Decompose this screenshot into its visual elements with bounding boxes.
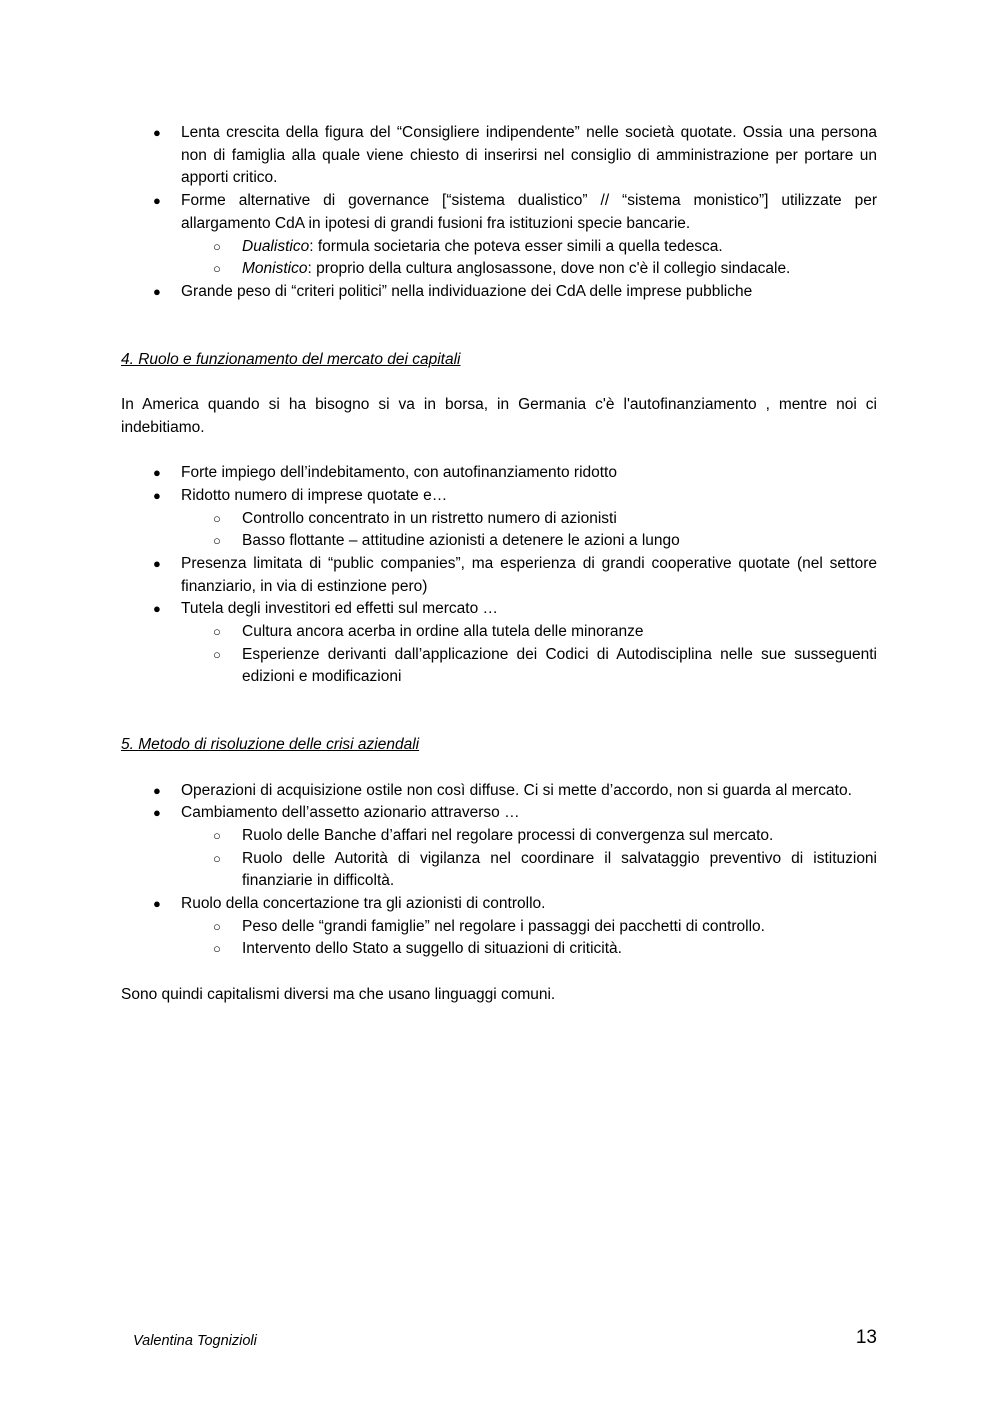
list-item-text: Presenza limitata di “public companies”, ma esperienza di grandi cooperative quotate (nel settore finanziario, in via di estinzione pero) [181,554,877,595]
list-item [121,780,877,803]
sub-list [181,508,877,553]
circle-bullet-icon: ○ [213,827,221,843]
circle-bullet-icon: ○ [213,941,221,957]
sub-list-item [181,621,877,644]
list-item [121,462,877,485]
section4-intro: In America quando si ha bisogno si va in borsa, in Germania c'è l'autofinanziamento , mentre noi ci indebitiamo. [121,396,877,436]
sub-item-text: : proprio della cultura anglosassone, dove non c'è il collegio sindacale. [307,260,791,278]
section5-title: 5. Metodo di risoluzione delle crisi aziendali [121,736,420,754]
bullet-icon: ● [153,805,161,821]
sub-item-text: Esperienze derivanti dall’applicazione dei Codici di Autodisciplina nelle sue susseguenti edizioni e modificazioni [242,645,877,686]
bullet-icon: ● [153,193,161,209]
section3-list [121,122,877,304]
section4-list [121,462,877,689]
sub-list-item [181,848,877,893]
list-item [121,802,877,893]
term-dualistico: Dualistico [242,237,310,255]
list-item [121,281,877,304]
sub-item-text: Controllo concentrato in un ristretto numero di azionisti [242,509,617,527]
list-item-text: Ruolo della concertazione tra gli azionisti di controllo. [181,895,546,913]
sub-item-text: Ruolo delle Autorità di vigilanza nel coordinare il salvataggio preventivo di istituzioni finanziarie in difficoltà. [242,849,877,890]
list-item-text: Ridotto numero di imprese quotate e… [181,486,448,504]
circle-bullet-icon: ○ [213,646,221,662]
bullet-icon: ● [153,601,161,617]
list-item [121,598,877,689]
circle-bullet-icon: ○ [213,624,221,640]
bullet-icon: ● [153,555,161,571]
list-item [121,190,877,281]
sub-list [181,916,877,961]
sub-list-item [181,938,877,961]
page-content [121,122,877,1007]
list-item-text: Operazioni di acquisizione ostile non così diffuse. Ci si mette d’accordo, non si guarda al mercato. [181,781,852,799]
circle-bullet-icon: ○ [213,238,221,254]
sub-list [181,236,877,281]
sub-list-item [181,258,877,281]
bullet-icon: ● [153,896,161,912]
footer-author: Valentina Tognizioli [133,1333,257,1349]
list-item [121,485,877,553]
sub-list-item [181,825,877,848]
sub-list-item [181,530,877,553]
sub-list-item [181,236,877,259]
section4-title: 4. Ruolo e funzionamento del mercato dei capitali [121,350,461,368]
list-item-text: Tutela degli investitori ed effetti sul mercato … [181,600,499,618]
circle-bullet-icon: ○ [213,918,221,934]
section5-list [121,780,877,962]
sub-item-text: Ruolo delle Banche d’affari nel regolare processi di convergenza sul mercato. [242,826,774,844]
sub-list-item [181,508,877,531]
sub-list-item [181,644,877,689]
list-item-text: Lenta crescita della figura del “Consigliere indipendente” nelle società quotate. Ossia una persona non di famiglia alla quale viene chiesto di inserirsi nel consiglio di amministrazione per portare un apporti critico. [181,124,877,187]
list-item [121,553,877,598]
sub-item-text: Cultura ancora acerba in ordine alla tutela delle minoranze [242,623,644,641]
circle-bullet-icon: ○ [213,510,221,526]
sub-list-item [181,916,877,939]
bullet-icon: ● [153,465,161,481]
sub-item-text: Basso flottante – attitudine azionisti a detenere le azioni a lungo [242,532,680,550]
sub-item-text: : formula societaria che poteva esser simili a quella tedesca. [309,237,723,255]
bullet-icon: ● [153,782,161,798]
bullet-icon: ● [153,125,161,140]
list-item [121,122,877,190]
sub-list [181,621,877,689]
conclusion-paragraph: Sono quindi capitalismi diversi ma che usano linguaggi comuni. [121,985,556,1003]
list-item-text: Cambiamento dell’assetto azionario attraverso … [181,804,520,822]
term-monistico: Monistico [242,260,308,278]
list-item-text: Grande peso di “criteri politici” nella individuazione dei CdA delle imprese pubbliche [181,282,753,300]
sub-item-text: Peso delle “grandi famiglie” nel regolare i passaggi dei pacchetti di controllo. [242,917,765,935]
page-number: 13 [855,1327,877,1348]
circle-bullet-icon: ○ [213,850,221,866]
bullet-icon: ● [153,283,161,299]
list-item-text: Forte impiego dell’indebitamento, con autofinanziamento ridotto [181,464,617,482]
list-item [121,893,877,961]
sub-list [181,825,877,893]
bullet-icon: ● [153,487,161,503]
list-item-text: Forme alternative di governance [“sistema dualistico” // “sistema monistico”] utilizzate per allargamento CdA in ipotesi di grandi fusioni fra istituzioni specie bancarie. [181,192,877,232]
circle-bullet-icon: ○ [213,261,221,277]
circle-bullet-icon: ○ [213,533,221,549]
sub-item-text: Intervento dello Stato a suggello di situazioni di criticità. [242,940,622,958]
